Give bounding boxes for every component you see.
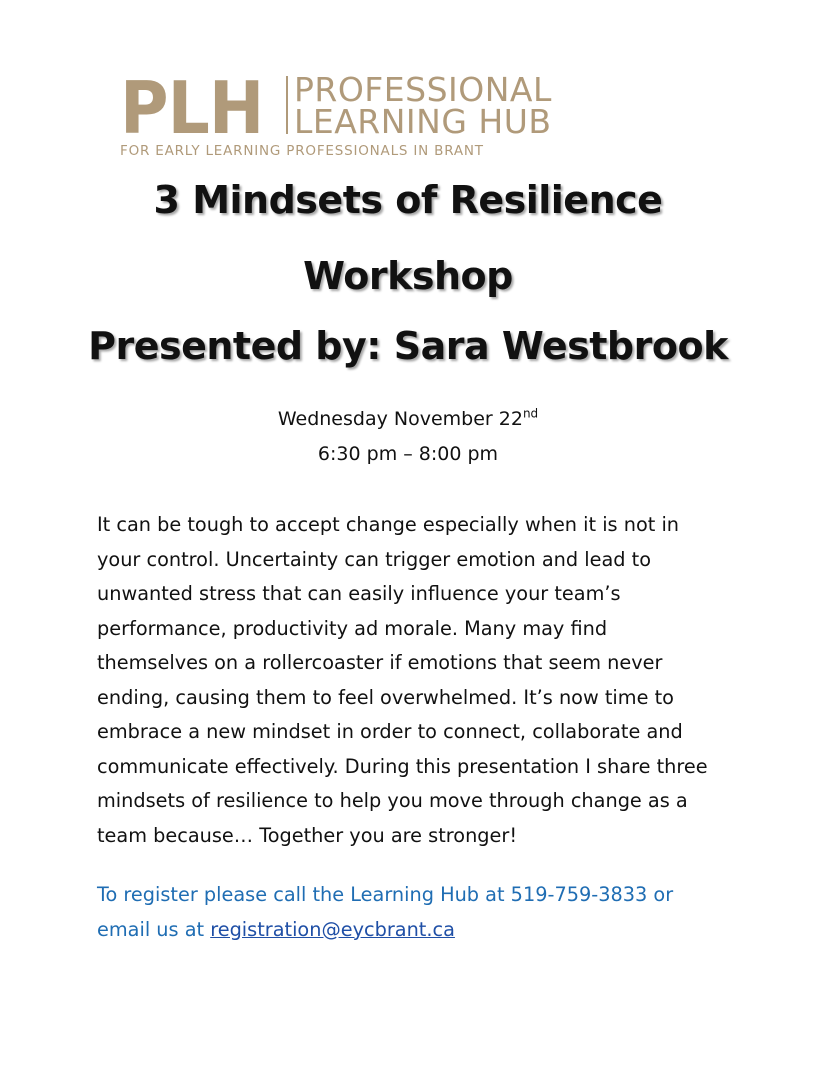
register-line-2 [97,913,757,948]
event-date-main: Wednesday November 22 [277,408,523,430]
description-line: team because… Together you are stronger! [97,823,518,847]
register-line-1: To register please call the Learning Hub at 519-759-3833 or [97,883,674,906]
logo-mark: PLH [120,66,264,150]
description-line: your control. Uncertainty can trigger emotion and lead to [97,547,652,571]
logo-line-2: LEARNING HUB [294,102,552,141]
logo-divider [286,76,288,134]
description-line: embrace a new mindset in order to connect, collaborate and [97,720,683,743]
description-line: ending, causing them to feel overwhelmed. It’s now time to [97,685,674,709]
logo-tagline: FOR EARLY LEARNING PROFESSIONALS IN BRANT [120,143,484,159]
plh-logo [120,66,660,160]
register-email-prefix: email us at [97,917,211,941]
description-line: themselves on a rollercoaster if emotions that seem never [97,651,663,674]
description-line: unwanted stress that can easily influence your team’s [97,582,621,605]
event-date-suffix: nd [522,406,539,421]
title-line-1: 3 Mindsets of Resilience [153,178,663,222]
event-date [0,408,816,430]
register-info [97,878,757,947]
registration-email-link[interactable]: registration@eycbrant.ca [210,917,455,941]
description-paragraph [97,508,737,853]
description-line: It can be tough to accept change especially when it is not in [97,513,680,536]
description-line: mindsets of resilience to help you move through change as a [97,789,688,812]
logo-line-1: PROFESSIONAL [294,70,552,109]
description-line: communicate effectively. During this presentation I share three [97,754,708,778]
description-line: performance, productivity ad morale. Many may find [97,616,608,640]
event-time: 6:30 pm – 8:00 pm [317,443,499,465]
title-line-2: Workshop [303,254,513,298]
title-presenter: Presented by: Sara Westbrook [88,324,728,368]
